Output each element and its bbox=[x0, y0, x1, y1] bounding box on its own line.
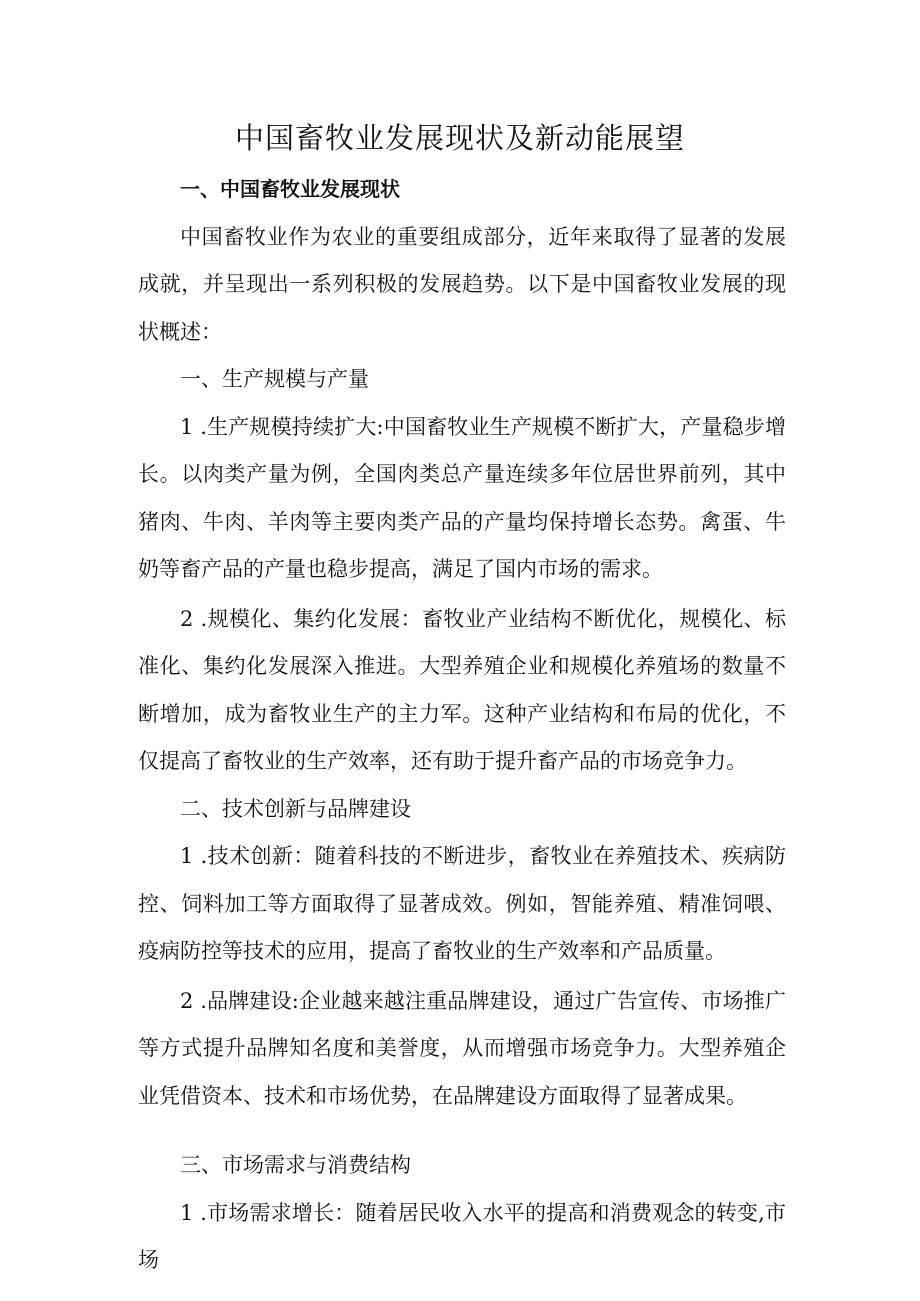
subsection-heading-production: 一、生产规模与产量 bbox=[180, 367, 369, 391]
paragraph-scale-intensive: 2 .规模化、集约化发展：畜牧业产业结构不断优化，规模化、标准化、集约化发展深入推进。大型养殖企业和规模化养殖场的数量不断增加，成为畜牧业生产的主力军。这种产业结构和布局的优化，不仅提高了畜牧业的生产效率，还有助于提升畜产品的市场竞争力。 bbox=[138, 606, 786, 773]
document-body bbox=[138, 166, 786, 1285]
paragraph-brand-building: 2 .品牌建设:企业越来越注重品牌建设，通过广告宣传、市场推广等方式提升品牌知名度和美誉度，从而增强市场竞争力。大型养殖企业凭借资本、技术和市场优势，在品牌建设方面取得了显著成果。 bbox=[138, 988, 786, 1108]
subsection-heading-technology: 二、技术创新与品牌建设 bbox=[180, 796, 411, 821]
section-heading: 一、中国畜牧业发展现状 bbox=[180, 177, 400, 201]
document-title: 中国畜牧业发展现状及新动能展望 bbox=[234, 121, 685, 155]
paragraph-production-scale: 1 .生产规模持续扩大:中国畜牧业生产规模不断扩大，产量稳步增长。以肉类产量为例，全国肉类总产量连续多年位居世界前列，其中猪肉、牛肉、羊肉等主要肉类产品的产量均保持增长态势。禽蛋、牛奶等畜产品的产量也稳步提高，满足了国内市场的需求。 bbox=[138, 414, 786, 581]
paragraph-tech-innovation: 1 .技术创新：随着科技的不断进步，畜牧业在养殖技术、疾病防控、饲料加工等方面取得了显著成效。例如，智能养殖、精准饲喂、疫病防控等技术的应用，提高了畜牧业的生产效率和产品质量。 bbox=[138, 844, 786, 963]
paragraph-market-demand: 1 .市场需求增长：随着居民收入水平的提高和消费观念的转变,市场 bbox=[138, 1200, 786, 1272]
subsection-heading-market: 三、市场需求与消费结构 bbox=[180, 1153, 411, 1177]
intro-paragraph: 中国畜牧业作为农业的重要组成部分，近年来取得了显著的发展成就，并呈现出一系列积极的发展趋势。以下是中国畜牧业发展的现状概述： bbox=[138, 224, 786, 344]
